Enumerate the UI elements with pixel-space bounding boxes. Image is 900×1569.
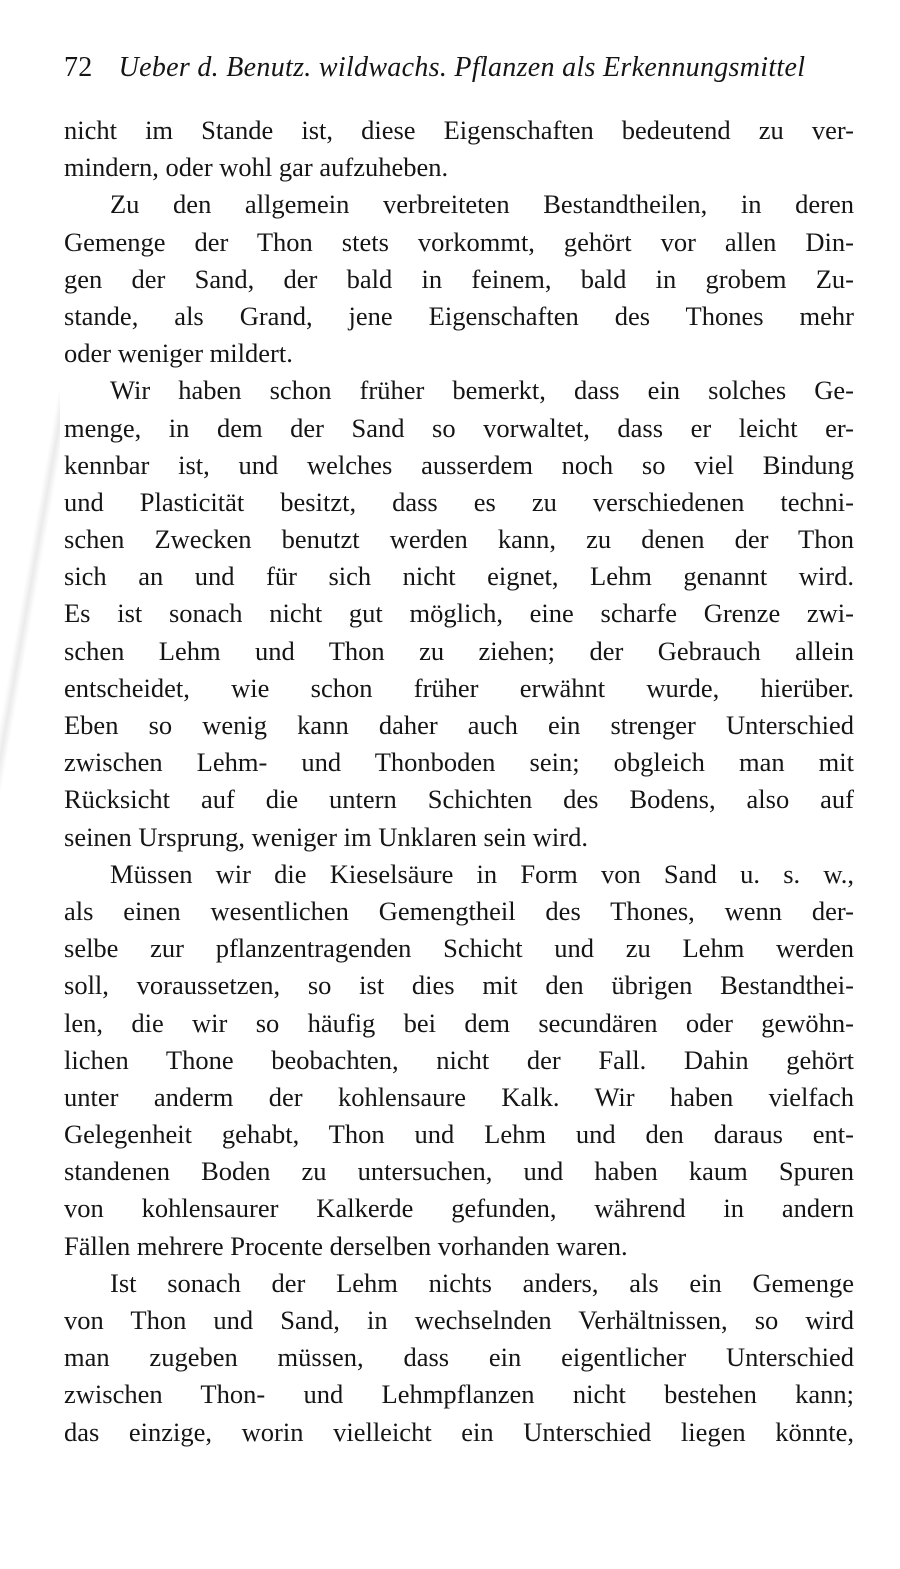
text-line: len, die wir so häufig bei dem secundären oder gewöhn-: [64, 1007, 854, 1038]
text-line: Eben so wenig kann daher auch ein strenger Unterschied: [64, 710, 854, 740]
text-line: Es ist sonach nicht gut möglich, eine scharfe Grenze zwi-: [64, 598, 854, 629]
text-line: Wir haben schon früher bemerkt, dass ein solches Ge-: [110, 375, 854, 406]
text-line: selbe zur pflanzentragenden Schicht und zu Lehm werden: [64, 933, 854, 964]
text-line: zwischen Thon- und Lehmpflanzen nicht bestehen kann;: [64, 1379, 854, 1410]
text-line: seinen Ursprung, weniger im Unklaren sein wird.: [64, 821, 588, 852]
text-line: Fällen mehrere Procente derselben vorhanden waren.: [64, 1230, 628, 1261]
text-line: Rücksicht auf die untern Schichten des Bodens, also auf: [64, 784, 854, 815]
text-line: lichen Thone beobachten, nicht der Fall. Dahin gehört: [64, 1044, 854, 1075]
text-line: standenen Boden zu untersuchen, und haben kaum Spuren: [64, 1156, 854, 1187]
text-line: mindern, oder wohl gar aufzuheben.: [64, 152, 449, 183]
body-text: [64, 112, 854, 1451]
text-line: gen der Sand, der bald in feinem, bald in grobem Zu-: [64, 263, 854, 294]
text-line: menge, in dem der Sand so vorwaltet, dass er leicht er-: [64, 412, 854, 443]
text-line: Ist sonach der Lehm nichts anders, als ein Gemenge: [110, 1267, 854, 1298]
text-line: stande, als Grand, jene Eigenschaften des Thones mehr: [64, 300, 854, 331]
text-line: Gelegenheit gehabt, Thon und Lehm und den daraus ent-: [64, 1119, 854, 1150]
text-line: entscheidet, wie schon früher erwähnt wurde, hierüber.: [64, 672, 854, 703]
text-line: von Thon und Sand, in wechselnden Verhältnissen, so wird: [64, 1305, 854, 1335]
text-line: zwischen Lehm- und Thonboden sein; obgleich man mit: [64, 747, 854, 778]
text-line: Gemenge der Thon stets vorkommt, gehört vor allen Din-: [64, 226, 854, 257]
text-line: das einzige, worin vielleicht ein Unterschied liegen könnte,: [64, 1416, 854, 1447]
page-number: 72: [64, 52, 93, 83]
text-line: schen Zwecken benutzt werden kann, zu denen der Thon: [64, 524, 854, 555]
text-line: soll, voraussetzen, so ist dies mit den übrigen Bestandthei-: [64, 970, 854, 1001]
text-line: als einen wesentlichen Gemengtheil des Thones, wenn der-: [64, 895, 854, 926]
running-title: Ueber d. Benutz. wildwachs. Pflanzen als Erkennungsmittel: [118, 52, 806, 83]
text-line: unter anderm der kohlensaure Kalk. Wir haben vielfach: [64, 1081, 854, 1112]
text-line: oder weniger mildert.: [64, 338, 293, 369]
text-line: schen Lehm und Thon zu ziehen; der Gebrauch allein: [64, 635, 854, 666]
scan-streak: [0, 380, 60, 800]
text-line: nicht im Stande ist, diese Eigenschaften bedeutend zu ver-: [64, 115, 854, 145]
text-line: und Plasticität besitzt, dass es zu verschiedenen techni-: [64, 486, 854, 517]
text-line: sich an und für sich nicht eignet, Lehm genannt wird.: [64, 561, 854, 592]
text-line: kennbar ist, und welches ausserdem noch so viel Bindung: [64, 449, 854, 480]
page-header: [64, 52, 854, 88]
text-line: von kohlensaurer Kalkerde gefunden, während in andern: [64, 1193, 854, 1224]
text-line: Zu den allgemein verbreiteten Bestandtheilen, in deren: [110, 189, 854, 220]
text-line: Müssen wir die Kieselsäure in Form von Sand u. s. w.,: [110, 858, 854, 889]
text-line: man zugeben müssen, dass ein eigentlicher Unterschied: [64, 1342, 854, 1373]
